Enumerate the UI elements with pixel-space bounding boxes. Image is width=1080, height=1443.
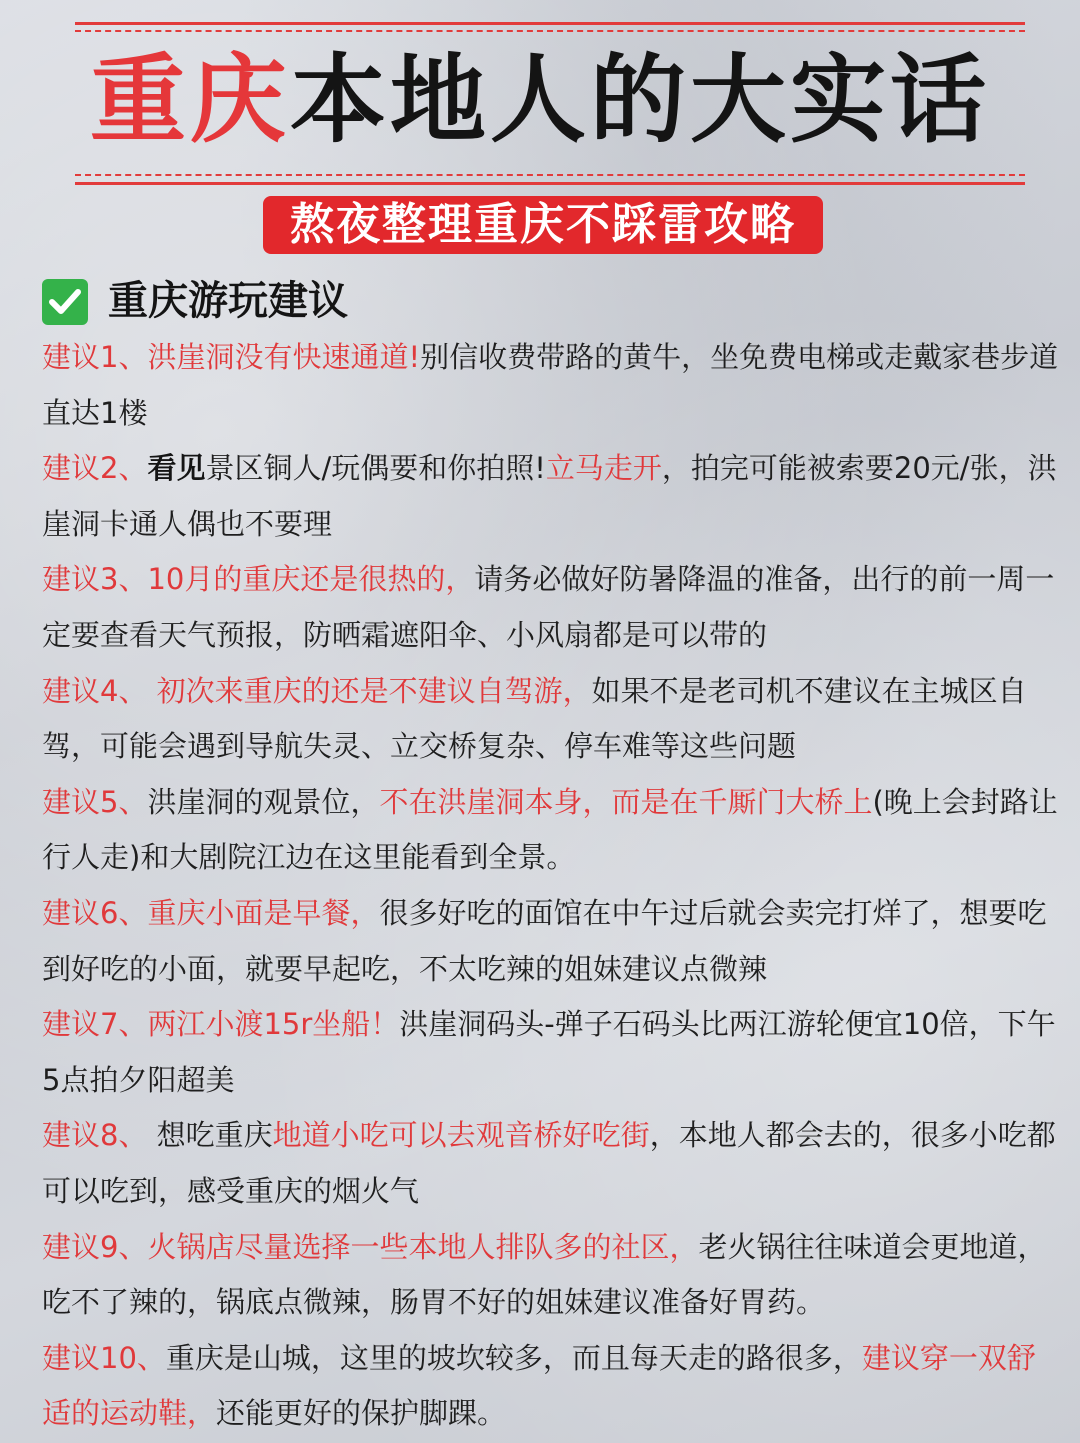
tip-segment: 建议2、 [42, 451, 148, 486]
tip-segment: 建议穿一双舒适的运动鞋， [42, 1340, 1036, 1431]
tip-item [42, 441, 1062, 552]
tip-item [42, 775, 1062, 886]
tips-list [42, 330, 1062, 1442]
tip-segment: 建议4、 初次来重庆的还是不建议自驾游， [42, 673, 592, 708]
tip-segment: 建议9、火锅店尽量选择一些本地人排队多的社区， [42, 1229, 699, 1264]
tip-segment: 景区铜人/玩偶要和你拍照! [205, 451, 546, 486]
subtitle-banner: 熬夜整理重庆不踩雷攻略 [263, 196, 823, 254]
tip-item [42, 552, 1062, 663]
tip-item [42, 1108, 1062, 1219]
title-red-part: 重庆 [90, 44, 290, 156]
page-title [0, 40, 1080, 160]
bottom-rule [75, 182, 1025, 185]
tip-segment: 洪崖洞的观景位， [147, 784, 380, 819]
top-dashed-rule [75, 30, 1025, 32]
tip-segment: 建议7、两江小渡15r坐船！ [42, 1007, 400, 1042]
tip-segment: 洪崖洞码头-弹子石码头比两江游轮便宜10倍，下午5点拍夕阳超美 [42, 1007, 1056, 1097]
tip-segment: 建议10、 [42, 1340, 166, 1375]
tip-segment: 别信收费带路的黄牛，坐免费电梯或走戴家巷步道直达1楼 [42, 340, 1059, 430]
tip-item [42, 330, 1062, 441]
tip-segment: 地道小吃可以去观音桥好吃街 [272, 1118, 650, 1153]
tip-segment: 重庆是山城，这里的坡坎较多，而且每天走的路很多， [165, 1340, 862, 1375]
tip-segment: 看见 [147, 451, 206, 486]
tip-segment: (晚上会封路让行人走)和大剧院江边在这里能看到全景。 [42, 784, 1058, 875]
tip-segment: 建议8、 [42, 1118, 148, 1153]
section-title: 重庆游玩建议 [108, 278, 348, 324]
tip-segment: 建议3、10月的重庆还是很热的， [42, 562, 475, 597]
tip-segment: 不在洪崖洞本身，而是在千厮门大桥上 [379, 784, 873, 819]
tip-segment: 立马走开 [545, 451, 662, 486]
bottom-dashed-rule [75, 174, 1025, 176]
tip-item [42, 664, 1062, 775]
tip-item [42, 886, 1062, 997]
tip-segment: 还能更好的保护脚踝。 [216, 1396, 507, 1431]
tip-segment: 很多好吃的面馆在中午过后就会卖完打烊了，想要吃到好吃的小面，就要早起吃，不太吃辣的姐妹建议点微辣 [42, 895, 1047, 986]
tip-segment: 请务必做好防暑降温的准备，出行的前一周一定要查看天气预报，防晒霜遮阳伞、小风扇都是可以带的 [42, 562, 1055, 652]
tip-segment: 建议6、重庆小面是早餐， [42, 895, 380, 930]
tip-item [42, 1331, 1062, 1442]
top-rule [75, 22, 1025, 25]
tip-segment: 建议5、 [42, 784, 148, 819]
tip-segment: 建议1、洪崖洞没有快速通道! [42, 340, 421, 374]
title-black-part: 本地人的大实话 [290, 44, 990, 156]
tip-segment: ，本地人都会去的，很多小吃都可以吃到，感受重庆的烟火气 [42, 1118, 1056, 1208]
tip-segment: ，拍完可能被索要20元/张，洪崖洞卡通人偶也不要理 [42, 451, 1057, 541]
tip-segment: 想吃重庆 [147, 1118, 273, 1153]
tip-segment: 老火锅往往味道会更地道，吃不了辣的，锅底点微辣，肠胃不好的姐妹建议准备好胃药。 [42, 1229, 1047, 1320]
check-icon [42, 279, 88, 325]
tip-item [42, 1220, 1062, 1331]
tip-segment: 如果不是老司机不建议在主城区自驾，可能会遇到导航失灵、立交桥复杂、停车难等这些问题 [42, 673, 1027, 764]
tip-item [42, 997, 1062, 1108]
